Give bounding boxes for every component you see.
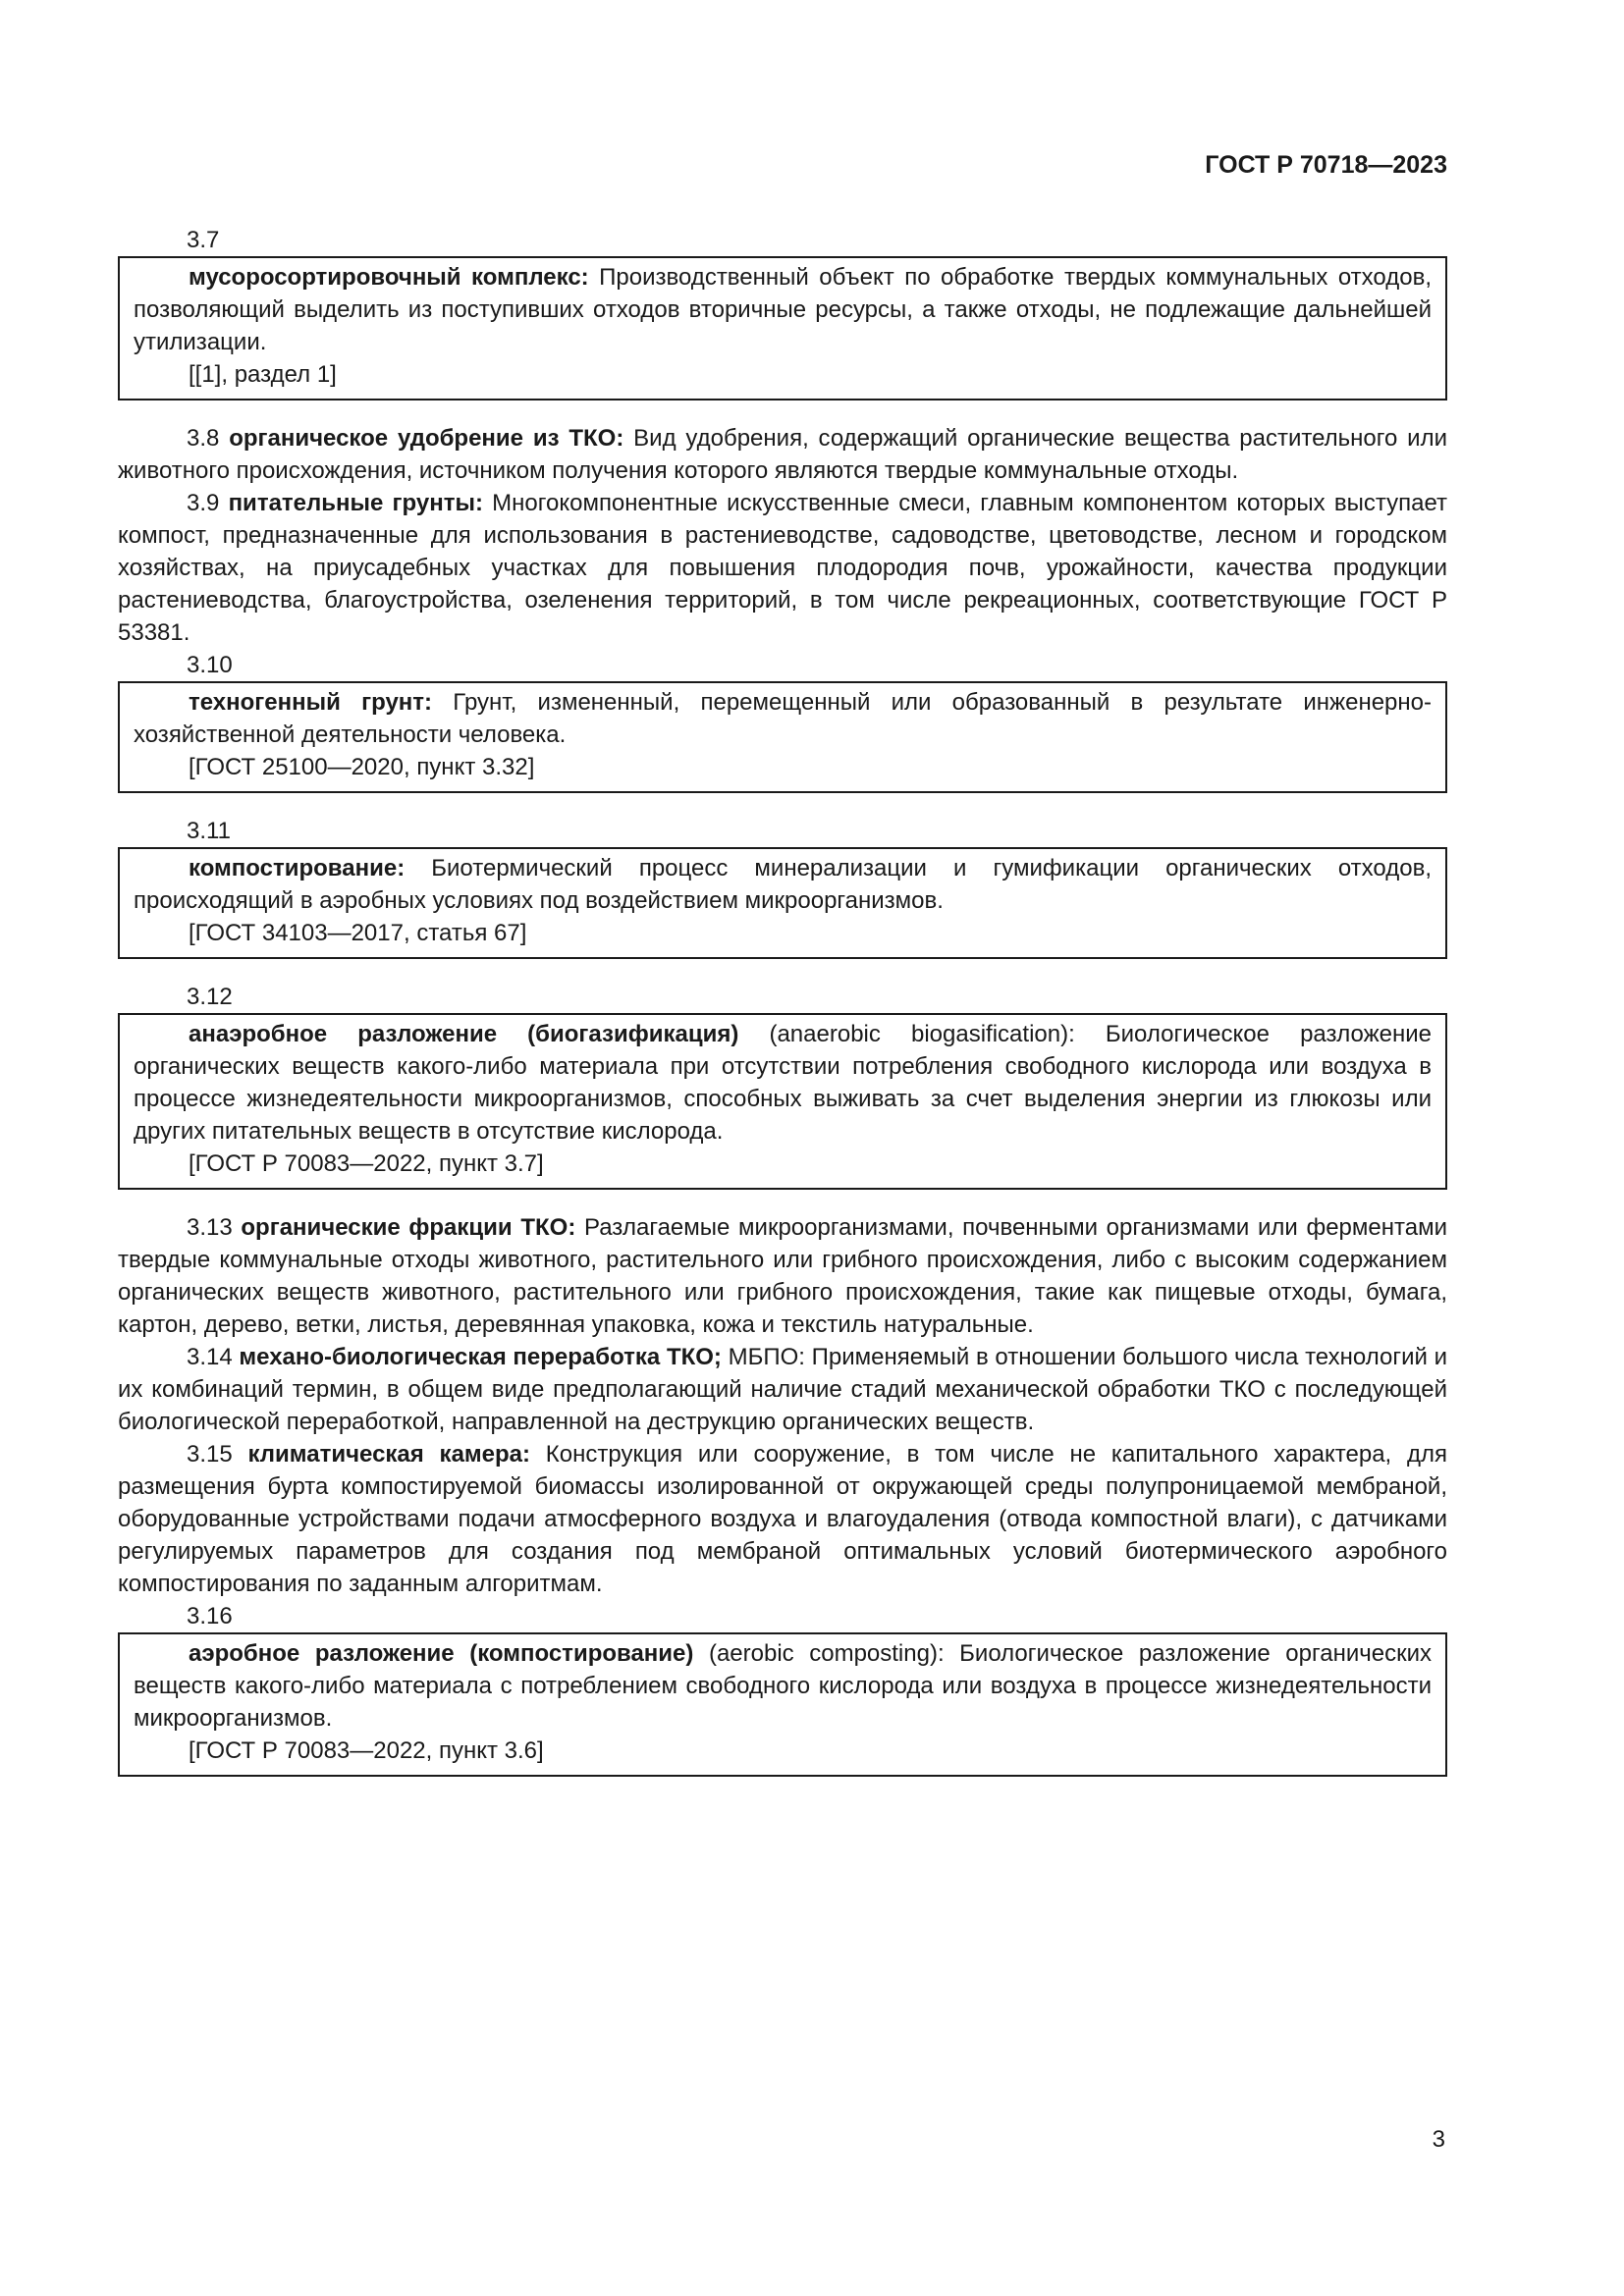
term-entry — [118, 1211, 1447, 1341]
definition: Вид удобрения, содержащий органические вещества растительного или животного происхождения, источником получения которого являются твердые коммунальные отходы. — [118, 425, 1447, 484]
source-reference: [ГОСТ 34103—2017, статья 67] — [189, 920, 527, 946]
entry-number: 3.11 — [187, 818, 231, 844]
document-designation: ГОСТ Р 70718—2023 — [1205, 151, 1447, 179]
entry-number: 3.15 — [187, 1441, 233, 1468]
definition: Многокомпонентные искусственные смеси, главным компонентом которых выступает компост, предназначенные для использования в растениеводстве, садоводстве, цветоводстве, лесном и городском хозяйствах, на приусадебных участках для повышения плодородия почв, урожайности, качества продукции растениеводства, благоустройства, озеленения территорий, в том числе рекреационных, соответствующие ГОСТ Р 53381. — [118, 490, 1447, 646]
boxed-definition — [118, 681, 1447, 793]
definition: МБПО: Применяемый в отношении большого числа технологий и их комбинаций термин, в общем виде предполагающий наличие стадий механической обработки ТКО с последующей биологической переработкой, направленной на деструкцию органических веществ. — [118, 1344, 1447, 1435]
term: климатическая камера: — [247, 1441, 531, 1468]
definition: Грунт, измененный, перемещенный или образованный в результате инженерно-хозяйственной деятельности человека. — [134, 689, 1432, 748]
term: компостирование: — [189, 855, 406, 881]
term-entry — [118, 422, 1447, 487]
definition: (anaerobic biogasification): Биологическое разложение органических веществ какого-либо материала при отсутствии потребления свободного кислорода или воздуха в процессе жизнедеятельности микроорганизмов, способных выживать за счет выделения энергии из глюкозы или других питательных веществ в отсутствие кислорода. — [134, 1021, 1432, 1145]
term: техногенный грунт: — [189, 689, 433, 716]
term: механо-биологическая переработка ТКО; — [239, 1344, 722, 1370]
terms-section — [118, 224, 1447, 1798]
term: органические фракции ТКО: — [241, 1214, 576, 1241]
boxed-definition — [118, 256, 1447, 400]
entry-number: 3.14 — [187, 1344, 233, 1370]
entry-number: 3.8 — [187, 425, 220, 452]
term-entry — [118, 1438, 1447, 1600]
definition-text — [134, 261, 1432, 358]
entry-number: 3.12 — [187, 984, 233, 1010]
entry-number: 3.7 — [187, 227, 220, 253]
source-reference: [ГОСТ 25100—2020, пункт 3.32] — [189, 754, 535, 780]
definition: Конструкция или сооружение, в том числе не капитального характера, для размещения бурта компостируемой биомассы изолированной от окружающей среды полупроницаемой мембраной, оборудованные устройствами подачи атмосферного воздуха и влагоудаления (отвода компостной влаги), с датчиками регулируемых параметров для создания под мембраной оптимальных условий биотермического аэробного компостирования по заданным алгоритмам. — [118, 1441, 1447, 1597]
definition: Производственный объект по обработке твердых коммунальных отходов, позволяющий выделить из поступивших отходов вторичные ресурсы, а также отходы, не подлежащие дальнейшей утилизации. — [134, 264, 1432, 355]
entry-number: 3.16 — [187, 1603, 233, 1629]
definition-text — [134, 852, 1432, 917]
source-reference: [ГОСТ Р 70083—2022, пункт 3.6] — [189, 1737, 544, 1764]
term-entry — [118, 487, 1447, 649]
boxed-definition — [118, 1632, 1447, 1777]
boxed-definition — [118, 847, 1447, 959]
source-reference: [[1], раздел 1] — [189, 361, 337, 388]
definition-text — [134, 1637, 1432, 1735]
entry-number: 3.10 — [187, 652, 233, 678]
term-entry — [118, 1341, 1447, 1438]
definition: Разлагаемые микроорганизмами, почвенными организмами или ферментами твердые коммунальные отходы животного, растительного или грибного происхождения, либо с высоким содержанием органических веществ животного, растительного или грибного происхождения, такие как пищевые отходы, бумага, картон, дерево, ветки, листья, деревянная упаковка, кожа и текстиль натуральные. — [118, 1214, 1447, 1338]
term: аэробное разложение (компостирование) — [189, 1640, 694, 1667]
definition-text — [134, 1018, 1432, 1148]
source-reference: [ГОСТ Р 70083—2022, пункт 3.7] — [189, 1150, 544, 1177]
definition-text — [134, 686, 1432, 751]
entry-number: 3.13 — [187, 1214, 233, 1241]
definition: Биотермический процесс минерализации и гумификации органических отходов, происходящий в аэробных условиях под воздействием микроорганизмов. — [134, 855, 1432, 914]
term: мусоросортировочный комплекс: — [189, 264, 589, 291]
term: питательные грунты: — [228, 490, 483, 516]
term: анаэробное разложение (биогазификация) — [189, 1021, 739, 1047]
definition: (aerobic composting): Биологическое разложение органических веществ какого-либо материала с потреблением свободного кислорода или воздуха в процессе жизнедеятельности микроорганизмов. — [134, 1640, 1432, 1732]
boxed-definition — [118, 1013, 1447, 1190]
page-number: 3 — [1432, 2126, 1445, 2153]
entry-number: 3.9 — [187, 490, 220, 516]
term: органическое удобрение из ТКО: — [229, 425, 624, 452]
